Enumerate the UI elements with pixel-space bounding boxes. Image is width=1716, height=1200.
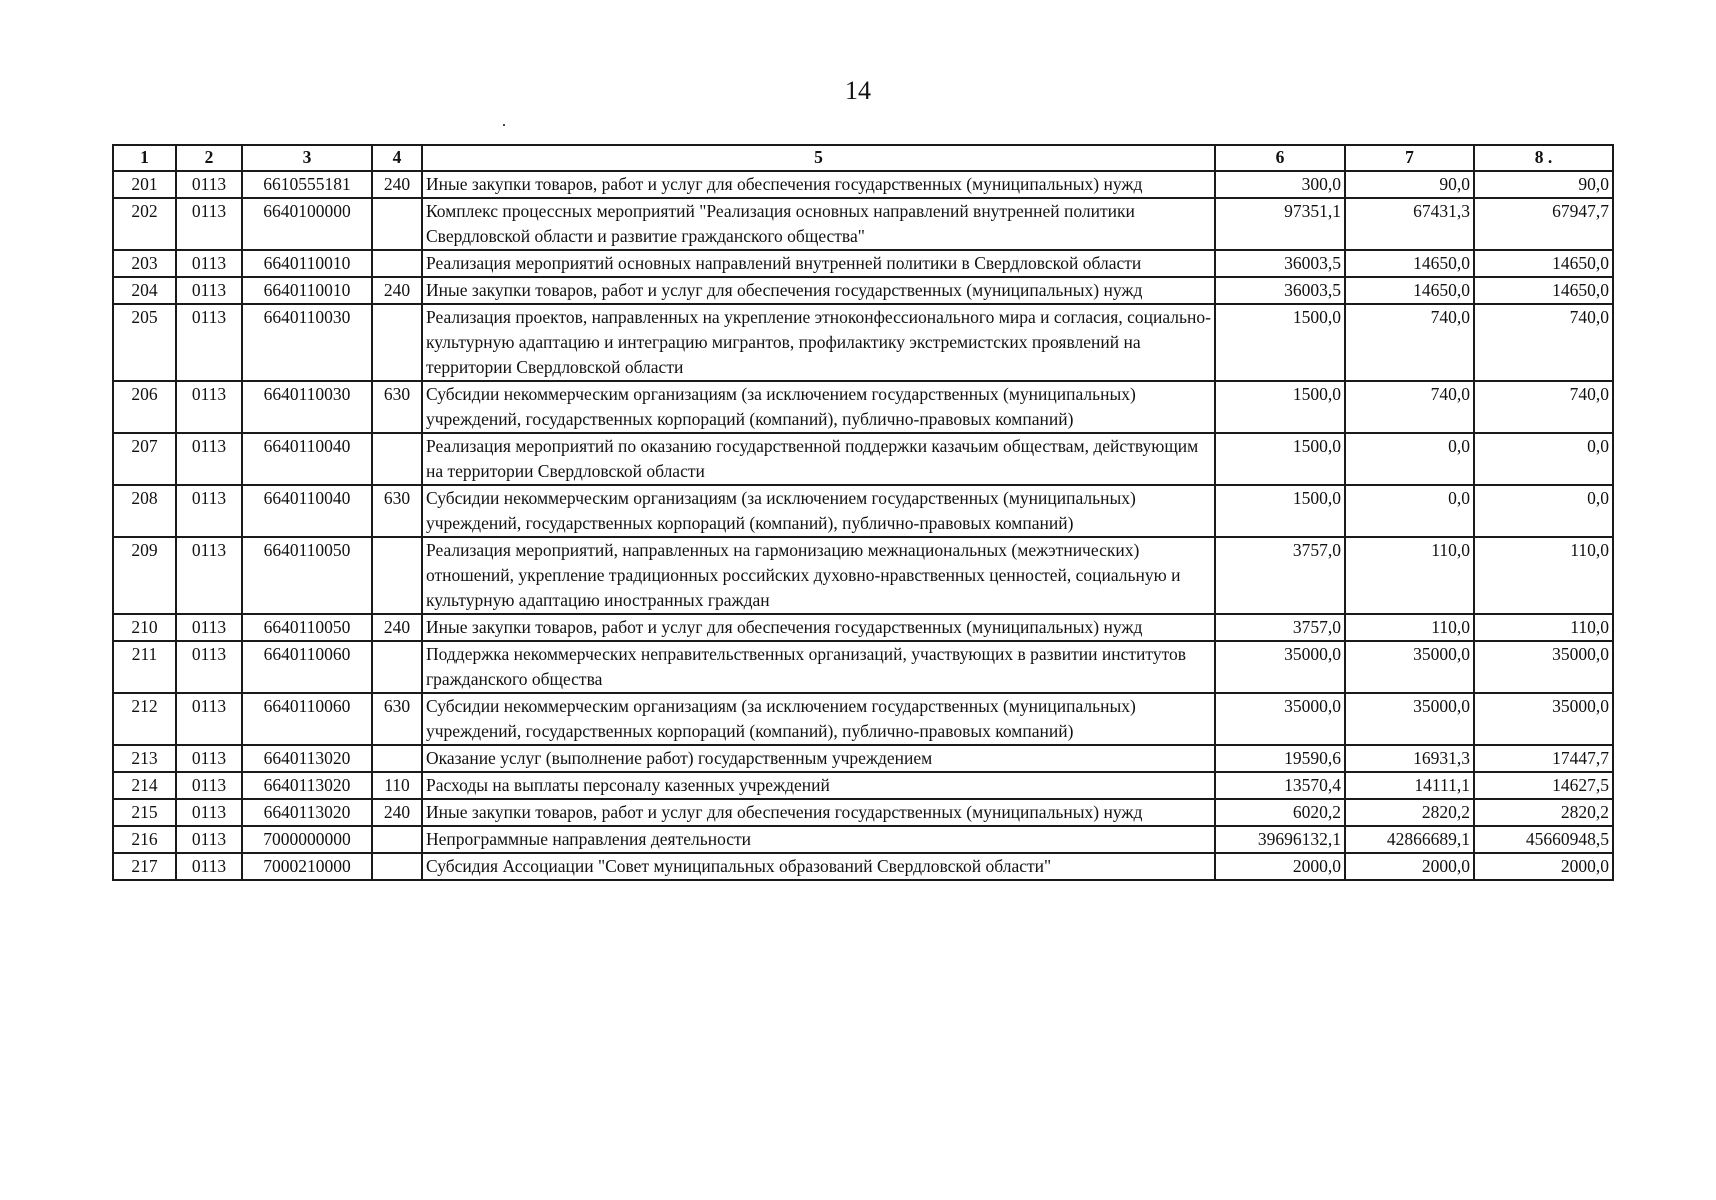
value-col-7: 0,0 bbox=[1345, 485, 1474, 537]
value-col-8: 0,0 bbox=[1474, 485, 1613, 537]
budget-table bbox=[112, 144, 1614, 881]
header-col-7: 7 bbox=[1345, 145, 1474, 171]
table-row bbox=[113, 171, 1613, 198]
section-code: 0113 bbox=[176, 304, 242, 381]
value-col-6: 1500,0 bbox=[1215, 433, 1345, 485]
section-code: 0113 bbox=[176, 641, 242, 693]
value-col-6: 35000,0 bbox=[1215, 693, 1345, 745]
expense-type bbox=[372, 250, 422, 277]
row-number: 211 bbox=[113, 641, 176, 693]
table-body bbox=[113, 171, 1613, 880]
value-col-6: 1500,0 bbox=[1215, 304, 1345, 381]
table-row bbox=[113, 614, 1613, 641]
value-col-7: 110,0 bbox=[1345, 537, 1474, 614]
item-name: Комплекс процессных мероприятий "Реализация основных направлений внутренней политики Свердловской области и развитие гражданского общества" bbox=[422, 198, 1215, 250]
item-name: Расходы на выплаты персоналу казенных учреждений bbox=[422, 772, 1215, 799]
target-code: 6640110040 bbox=[242, 433, 372, 485]
row-number: 217 bbox=[113, 853, 176, 880]
value-col-8: 17447,7 bbox=[1474, 745, 1613, 772]
table-row bbox=[113, 853, 1613, 880]
value-col-8: 0,0 bbox=[1474, 433, 1613, 485]
target-code: 6640113020 bbox=[242, 772, 372, 799]
table-row bbox=[113, 826, 1613, 853]
row-number: 202 bbox=[113, 198, 176, 250]
section-code: 0113 bbox=[176, 745, 242, 772]
section-code: 0113 bbox=[176, 693, 242, 745]
section-code: 0113 bbox=[176, 826, 242, 853]
section-code: 0113 bbox=[176, 381, 242, 433]
value-col-6: 36003,5 bbox=[1215, 277, 1345, 304]
table-row bbox=[113, 250, 1613, 277]
header-col-1: 1 bbox=[113, 145, 176, 171]
table-row bbox=[113, 641, 1613, 693]
value-col-8: 14650,0 bbox=[1474, 277, 1613, 304]
table-row bbox=[113, 304, 1613, 381]
expense-type bbox=[372, 537, 422, 614]
row-number: 201 bbox=[113, 171, 176, 198]
row-number: 208 bbox=[113, 485, 176, 537]
item-name: Оказание услуг (выполнение работ) государственным учреждением bbox=[422, 745, 1215, 772]
value-col-8: 14650,0 bbox=[1474, 250, 1613, 277]
value-col-8: 14627,5 bbox=[1474, 772, 1613, 799]
value-col-8: 740,0 bbox=[1474, 304, 1613, 381]
row-number: 216 bbox=[113, 826, 176, 853]
expense-type: 240 bbox=[372, 614, 422, 641]
target-code: 6610555181 bbox=[242, 171, 372, 198]
expense-type bbox=[372, 745, 422, 772]
item-name: Реализация мероприятий основных направлений внутренней политики в Свердловской области bbox=[422, 250, 1215, 277]
section-code: 0113 bbox=[176, 772, 242, 799]
value-col-6: 3757,0 bbox=[1215, 614, 1345, 641]
table-row bbox=[113, 799, 1613, 826]
target-code: 6640113020 bbox=[242, 745, 372, 772]
item-name: Иные закупки товаров, работ и услуг для обеспечения государственных (муниципальных) нужд bbox=[422, 614, 1215, 641]
expense-type bbox=[372, 853, 422, 880]
value-col-7: 67431,3 bbox=[1345, 198, 1474, 250]
value-col-7: 14650,0 bbox=[1345, 277, 1474, 304]
section-code: 0113 bbox=[176, 853, 242, 880]
item-name: Субсидия Ассоциации "Совет муниципальных образований Свердловской области" bbox=[422, 853, 1215, 880]
value-col-7: 90,0 bbox=[1345, 171, 1474, 198]
header-col-5: 5 bbox=[422, 145, 1215, 171]
value-col-6: 6020,2 bbox=[1215, 799, 1345, 826]
target-code: 6640110030 bbox=[242, 304, 372, 381]
target-code: 6640110010 bbox=[242, 277, 372, 304]
value-col-7: 14111,1 bbox=[1345, 772, 1474, 799]
value-col-7: 740,0 bbox=[1345, 381, 1474, 433]
target-code: 7000000000 bbox=[242, 826, 372, 853]
row-number: 205 bbox=[113, 304, 176, 381]
target-code: 6640113020 bbox=[242, 799, 372, 826]
expense-type: 110 bbox=[372, 772, 422, 799]
value-col-6: 300,0 bbox=[1215, 171, 1345, 198]
item-name: Иные закупки товаров, работ и услуг для обеспечения государственных (муниципальных) нужд bbox=[422, 799, 1215, 826]
row-number: 215 bbox=[113, 799, 176, 826]
item-name: Субсидии некоммерческим организациям (за исключением государственных (муниципальных) учреждений, государственных корпораций (компаний), публично-правовых компаний) bbox=[422, 693, 1215, 745]
row-number: 209 bbox=[113, 537, 176, 614]
row-number: 204 bbox=[113, 277, 176, 304]
target-code: 6640110050 bbox=[242, 537, 372, 614]
value-col-6: 1500,0 bbox=[1215, 381, 1345, 433]
target-code: 6640110030 bbox=[242, 381, 372, 433]
table-row bbox=[113, 745, 1613, 772]
expense-type bbox=[372, 433, 422, 485]
item-name: Субсидии некоммерческим организациям (за исключением государственных (муниципальных) учреждений, государственных корпораций (компаний), публично-правовых компаний) bbox=[422, 381, 1215, 433]
table-row bbox=[113, 693, 1613, 745]
table-row bbox=[113, 433, 1613, 485]
expense-type: 240 bbox=[372, 171, 422, 198]
target-code: 6640100000 bbox=[242, 198, 372, 250]
section-code: 0113 bbox=[176, 277, 242, 304]
row-number: 214 bbox=[113, 772, 176, 799]
value-col-8: 2000,0 bbox=[1474, 853, 1613, 880]
table-row bbox=[113, 772, 1613, 799]
expense-type: 240 bbox=[372, 277, 422, 304]
value-col-7: 740,0 bbox=[1345, 304, 1474, 381]
value-col-7: 2000,0 bbox=[1345, 853, 1474, 880]
row-number: 203 bbox=[113, 250, 176, 277]
row-number: 213 bbox=[113, 745, 176, 772]
value-col-7: 2820,2 bbox=[1345, 799, 1474, 826]
section-code: 0113 bbox=[176, 171, 242, 198]
target-code: 6640110060 bbox=[242, 641, 372, 693]
section-code: 0113 bbox=[176, 485, 242, 537]
section-code: 0113 bbox=[176, 250, 242, 277]
value-col-7: 42866689,1 bbox=[1345, 826, 1474, 853]
value-col-8: 740,0 bbox=[1474, 381, 1613, 433]
header-col-3: 3 bbox=[242, 145, 372, 171]
item-name: Иные закупки товаров, работ и услуг для обеспечения государственных (муниципальных) нужд bbox=[422, 277, 1215, 304]
value-col-6: 1500,0 bbox=[1215, 485, 1345, 537]
value-col-8: 90,0 bbox=[1474, 171, 1613, 198]
value-col-6: 3757,0 bbox=[1215, 537, 1345, 614]
row-number: 207 bbox=[113, 433, 176, 485]
value-col-7: 35000,0 bbox=[1345, 641, 1474, 693]
table-header bbox=[113, 145, 1613, 171]
target-code: 6640110050 bbox=[242, 614, 372, 641]
item-name: Непрограммные направления деятельности bbox=[422, 826, 1215, 853]
table-row bbox=[113, 198, 1613, 250]
page-number: 14 bbox=[845, 76, 871, 105]
value-col-7: 0,0 bbox=[1345, 433, 1474, 485]
item-name: Субсидии некоммерческим организациям (за исключением государственных (муниципальных) учреждений, государственных корпораций (компаний), публично-правовых компаний) bbox=[422, 485, 1215, 537]
value-col-6: 36003,5 bbox=[1215, 250, 1345, 277]
value-col-6: 19590,6 bbox=[1215, 745, 1345, 772]
section-code: 0113 bbox=[176, 433, 242, 485]
expense-type bbox=[372, 641, 422, 693]
item-name: Иные закупки товаров, работ и услуг для обеспечения государственных (муниципальных) нужд bbox=[422, 171, 1215, 198]
section-code: 0113 bbox=[176, 799, 242, 826]
value-col-8: 67947,7 bbox=[1474, 198, 1613, 250]
expense-type: 630 bbox=[372, 485, 422, 537]
expense-type: 240 bbox=[372, 799, 422, 826]
expense-type: 630 bbox=[372, 381, 422, 433]
value-col-8: 45660948,5 bbox=[1474, 826, 1613, 853]
value-col-8: 110,0 bbox=[1474, 537, 1613, 614]
item-name: Реализация мероприятий, направленных на гармонизацию межнациональных (межэтнических) отношений, укрепление традиционных российских духовно-нравственных ценностей, социальную и культурную адаптацию иностранных граждан bbox=[422, 537, 1215, 614]
section-code: 0113 bbox=[176, 537, 242, 614]
table-row bbox=[113, 485, 1613, 537]
value-col-7: 110,0 bbox=[1345, 614, 1474, 641]
target-code: 6640110040 bbox=[242, 485, 372, 537]
header-col-2: 2 bbox=[176, 145, 242, 171]
value-col-7: 14650,0 bbox=[1345, 250, 1474, 277]
target-code: 6640110060 bbox=[242, 693, 372, 745]
row-number: 206 bbox=[113, 381, 176, 433]
value-col-8: 35000,0 bbox=[1474, 641, 1613, 693]
header-col-8: 8 . bbox=[1474, 145, 1613, 171]
table-row bbox=[113, 381, 1613, 433]
value-col-6: 35000,0 bbox=[1215, 641, 1345, 693]
header-col-6: 6 bbox=[1215, 145, 1345, 171]
section-code: 0113 bbox=[176, 198, 242, 250]
row-number: 210 bbox=[113, 614, 176, 641]
header-col-4: 4 bbox=[372, 145, 422, 171]
value-col-6: 2000,0 bbox=[1215, 853, 1345, 880]
expense-type bbox=[372, 826, 422, 853]
value-col-8: 2820,2 bbox=[1474, 799, 1613, 826]
item-name: Поддержка некоммерческих неправительственных организаций, участвующих в развитии институтов гражданского общества bbox=[422, 641, 1215, 693]
value-col-6: 97351,1 bbox=[1215, 198, 1345, 250]
table-row bbox=[113, 277, 1613, 304]
value-col-6: 39696132,1 bbox=[1215, 826, 1345, 853]
value-col-6: 13570,4 bbox=[1215, 772, 1345, 799]
item-name: Реализация проектов, направленных на укрепление этноконфессионального мира и согласия, социально-культурную адаптацию и интеграцию мигрантов, профилактику экстремистских проявлений на территории Свердловской области bbox=[422, 304, 1215, 381]
scan-speck bbox=[503, 124, 505, 126]
target-code: 7000210000 bbox=[242, 853, 372, 880]
expense-type bbox=[372, 304, 422, 381]
value-col-8: 110,0 bbox=[1474, 614, 1613, 641]
expense-type bbox=[372, 198, 422, 250]
item-name: Реализация мероприятий по оказанию государственной поддержки казачьим обществам, действующим на территории Свердловской области bbox=[422, 433, 1215, 485]
value-col-8: 35000,0 bbox=[1474, 693, 1613, 745]
header-row bbox=[113, 145, 1613, 171]
section-code: 0113 bbox=[176, 614, 242, 641]
value-col-7: 16931,3 bbox=[1345, 745, 1474, 772]
table-row bbox=[113, 537, 1613, 614]
target-code: 6640110010 bbox=[242, 250, 372, 277]
value-col-7: 35000,0 bbox=[1345, 693, 1474, 745]
expense-type: 630 bbox=[372, 693, 422, 745]
row-number: 212 bbox=[113, 693, 176, 745]
